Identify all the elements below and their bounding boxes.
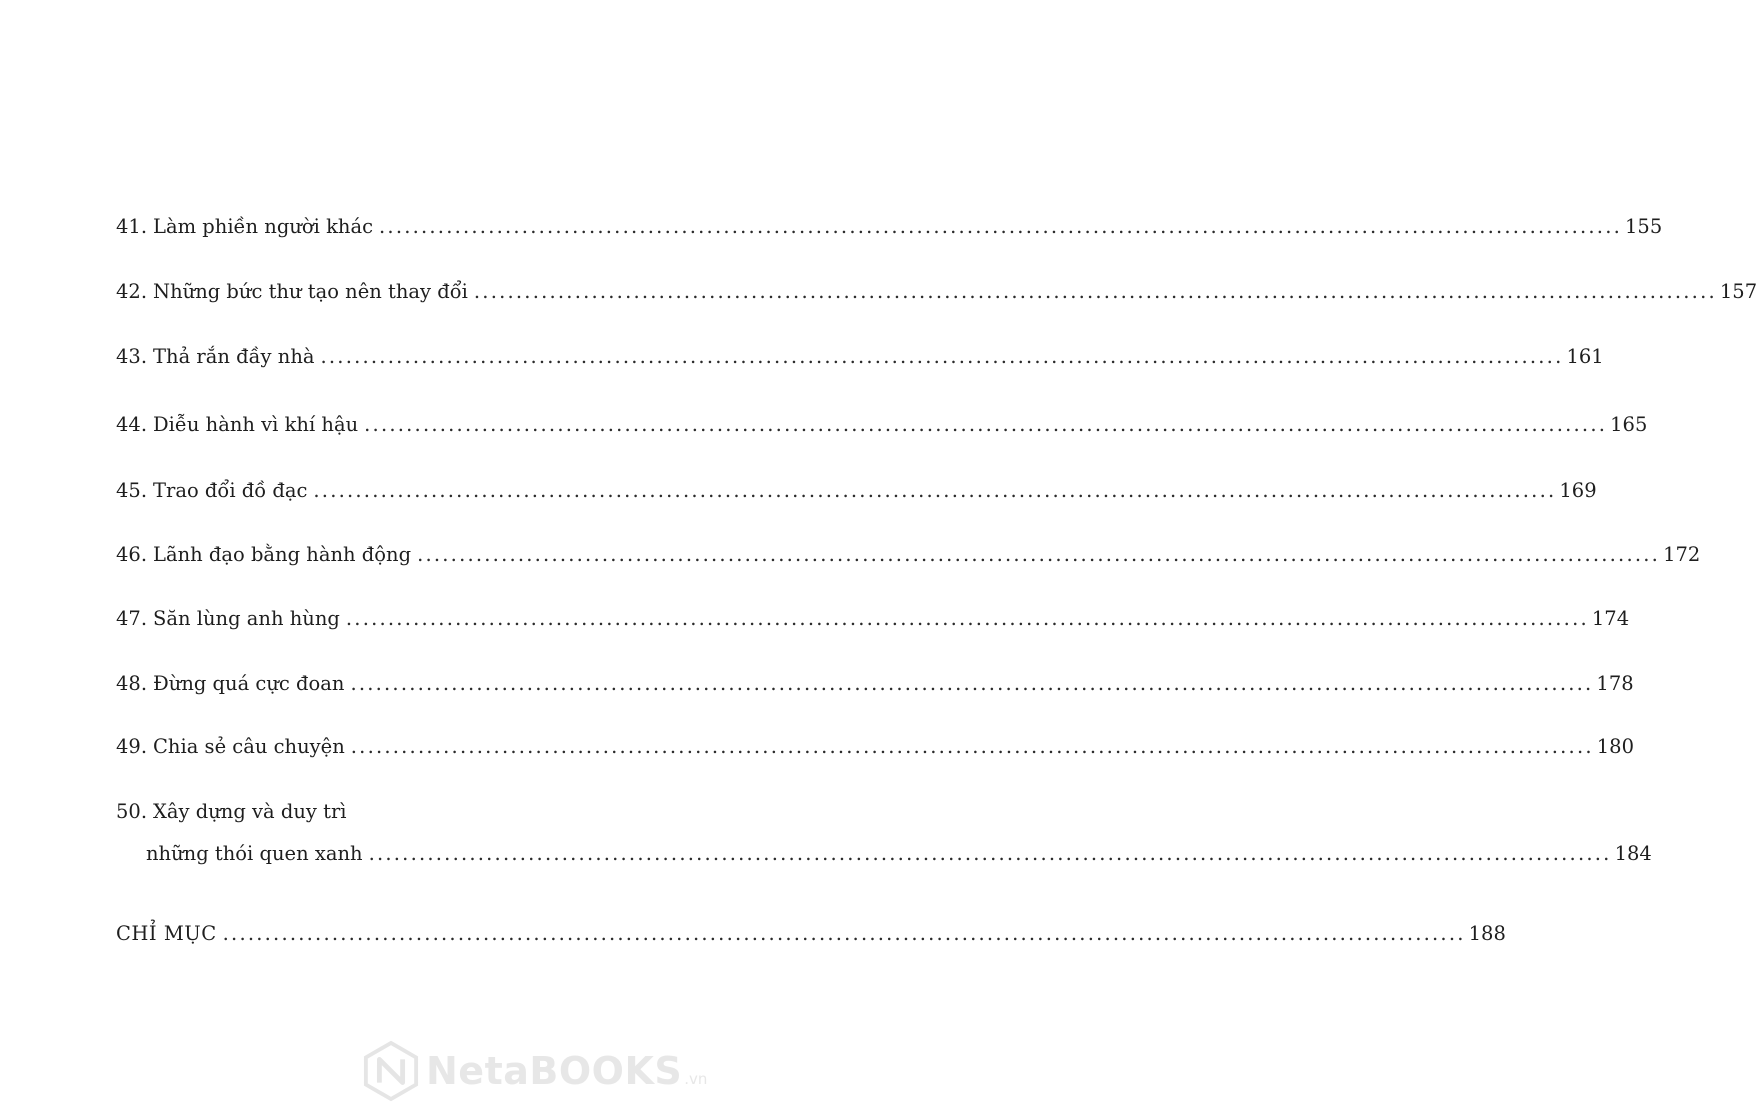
dot-leader (369, 834, 1612, 874)
entry-number: 47. (116, 607, 148, 630)
entry-number: 43. (116, 345, 148, 368)
entry-number: 41. (116, 215, 148, 238)
index-label: CHỈ MỤC (116, 922, 217, 945)
entry-page-number: 184 (1614, 842, 1652, 865)
netabooks-logo-icon (362, 1040, 420, 1102)
dot-leader (379, 207, 1622, 247)
dot-leader (321, 337, 1564, 377)
entry-page-number: 174 (1591, 607, 1630, 630)
toc-entry-41[interactable] (116, 207, 1663, 247)
entry-title: Xây dựng và duy trì (153, 800, 347, 823)
entry-title-continuation: những thói quen xanh (146, 842, 363, 865)
toc-entry-42[interactable] (116, 272, 1757, 312)
toc-entry-49[interactable] (116, 727, 1634, 767)
toc-entry-50-line-1[interactable] (116, 792, 607, 832)
entry-number: 48. (116, 672, 148, 695)
dot-leader (346, 599, 1589, 639)
entry-title: Diễu hành vì khí hậu (153, 413, 359, 436)
dot-leader (417, 535, 1660, 575)
entry-number: 44. (116, 413, 148, 436)
toc-entry-48[interactable] (116, 664, 1634, 704)
toc-entry-50-line-2[interactable] (146, 834, 1652, 874)
toc-entry-index[interactable] (116, 914, 1506, 954)
entry-page-number: 188 (1468, 922, 1506, 945)
entry-title: Làm phiền người khác (153, 215, 374, 238)
entry-page-number: 155 (1625, 215, 1663, 238)
dot-leader (351, 727, 1594, 767)
entry-title: Những bức thư tạo nên thay đổi (153, 280, 468, 303)
dot-leader (350, 664, 1593, 704)
entry-number: 42. (116, 280, 148, 303)
entry-page-number: 165 (1610, 413, 1648, 436)
toc-entry-43[interactable] (116, 337, 1604, 377)
toc-entry-45[interactable] (116, 471, 1597, 511)
entry-title: Đừng quá cực đoan (153, 672, 345, 695)
entry-title: Thả rắn đầy nhà (153, 345, 315, 368)
watermark (362, 1036, 708, 1106)
dot-leader (313, 471, 1556, 511)
entry-title: Săn lùng anh hùng (153, 607, 340, 630)
entry-title: Chia sẻ câu chuyện (153, 735, 345, 758)
dot-leader (223, 914, 1466, 954)
dot-leader (474, 272, 1717, 312)
watermark-suffix: .vn (684, 1070, 708, 1088)
entry-number: 45. (116, 479, 148, 502)
toc-entry-47[interactable] (116, 599, 1630, 639)
toc-entry-44[interactable] (116, 405, 1648, 445)
entry-title: Trao đổi đồ đạc (153, 479, 308, 502)
entry-number: 46. (116, 543, 148, 566)
entry-page-number: 178 (1596, 672, 1634, 695)
entry-number: 49. (116, 735, 148, 758)
dot-leader (364, 405, 1607, 445)
watermark-brand: NetaBOOKS (426, 1049, 683, 1093)
toc-entry-46[interactable] (116, 535, 1701, 575)
entry-page-number: 172 (1663, 543, 1701, 566)
entry-page-number: 180 (1596, 735, 1634, 758)
entry-page-number: 169 (1559, 479, 1597, 502)
entry-page-number: 157 (1719, 280, 1757, 303)
entry-number: 50. (116, 800, 148, 823)
entry-page-number: 161 (1566, 345, 1604, 368)
entry-title: Lãnh đạo bằng hành động (153, 543, 412, 566)
